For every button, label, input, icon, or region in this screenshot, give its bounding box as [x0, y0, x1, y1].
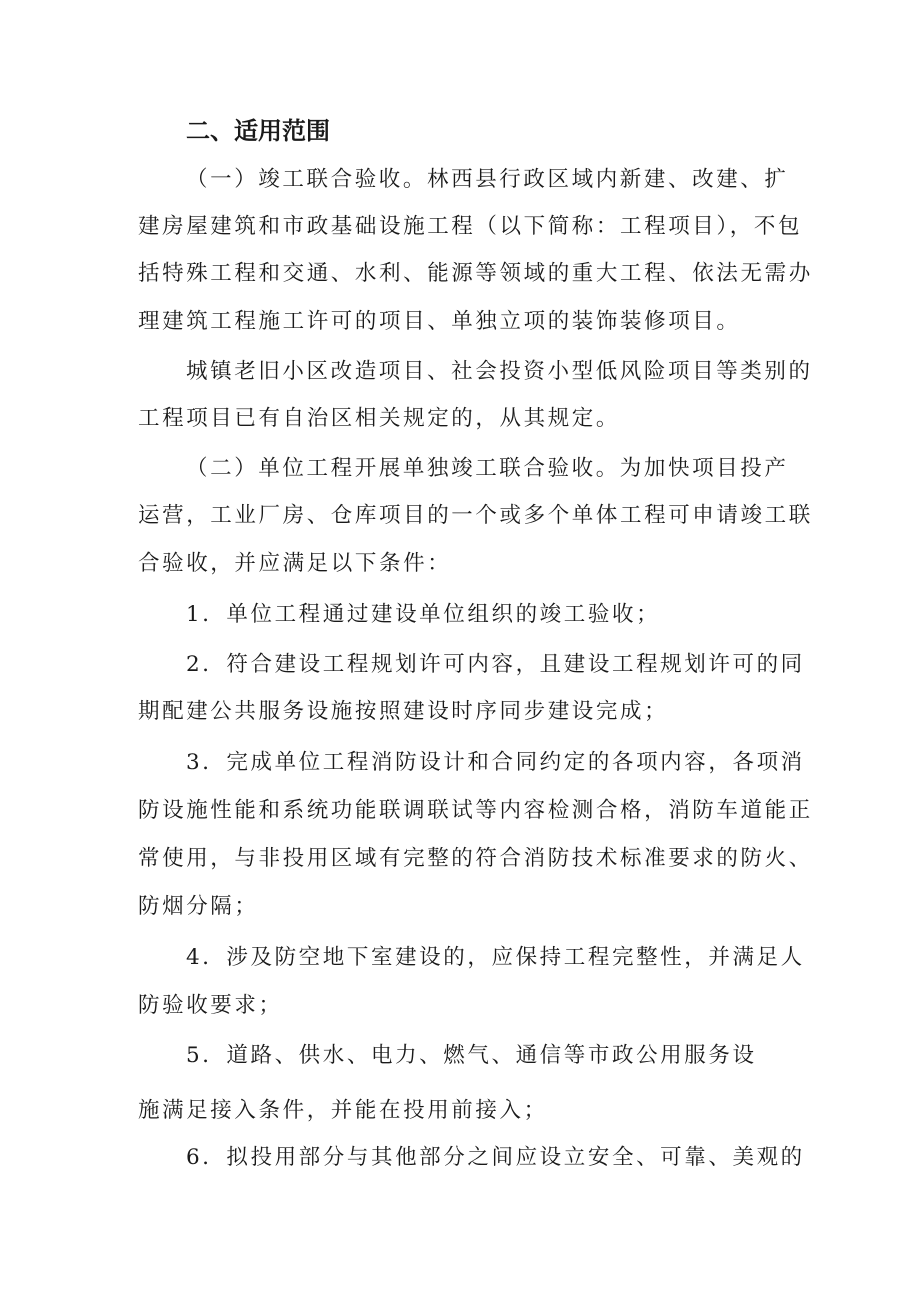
list-item-line: 3．完成单位工程消防设计和合同约定的各项内容，各项消: [186, 750, 805, 775]
list-item-line: 防验收要求；: [138, 993, 283, 1018]
list-item-line: 2．符合建设工程规划许可内容，且建设工程规划许可的同: [186, 652, 805, 677]
list-item-line: 防烟分隔；: [138, 894, 259, 919]
paragraph-line: 括特殊工程和交通、水利、能源等领域的重大工程、依法无需办: [138, 261, 813, 286]
paragraph-line: 运营，工业厂房、仓库项目的一个或多个单体工程可申请竣工联: [138, 503, 813, 528]
list-item-line: 6．拟投用部分与其他部分之间应设立安全、可靠、美观的: [186, 1145, 805, 1170]
list-item-line: 期配建公共服务设施按照建设时序同步建设完成；: [138, 699, 669, 724]
list-item-line: 5．道路、供水、电力、燃气、通信等市政公用服务设: [186, 1043, 757, 1068]
paragraph-line: 理建筑工程施工许可的项目、单独立项的装饰装修项目。: [138, 309, 741, 334]
paragraph-line: 工程项目已有自治区相关规定的，从其规定。: [138, 406, 621, 431]
paragraph-line: 合验收，并应满足以下条件：: [138, 551, 452, 576]
paragraph-line: 建房屋建筑和市政基础设施工程（以下简称：工程项目），不包: [138, 214, 803, 239]
list-item-line: 施满足接入条件，并能在投用前接入；: [138, 1098, 548, 1123]
list-item-line: 防设施性能和系统功能联调联试等内容检测合格，消防车道能正: [138, 798, 813, 823]
paragraph-line: 城镇老旧小区改造项目、社会投资小型低风险项目等类别的: [186, 359, 813, 384]
list-item-line: 1．单位工程通过建设单位组织的竣工验收；: [186, 602, 661, 627]
section-heading: 二、适用范围: [186, 117, 330, 145]
list-item-line: 常使用，与非投用区域有完整的符合消防技术标准要求的防火、: [138, 846, 813, 871]
list-item-line: 4．涉及防空地下室建设的，应保持工程完整性，并满足人: [186, 945, 805, 970]
paragraph-line: （一）竣工联合验收。林西县行政区域内新建、改建、扩: [186, 167, 789, 192]
paragraph-line: （二）单位工程开展单独竣工联合验收。为加快项目投产: [186, 456, 789, 481]
